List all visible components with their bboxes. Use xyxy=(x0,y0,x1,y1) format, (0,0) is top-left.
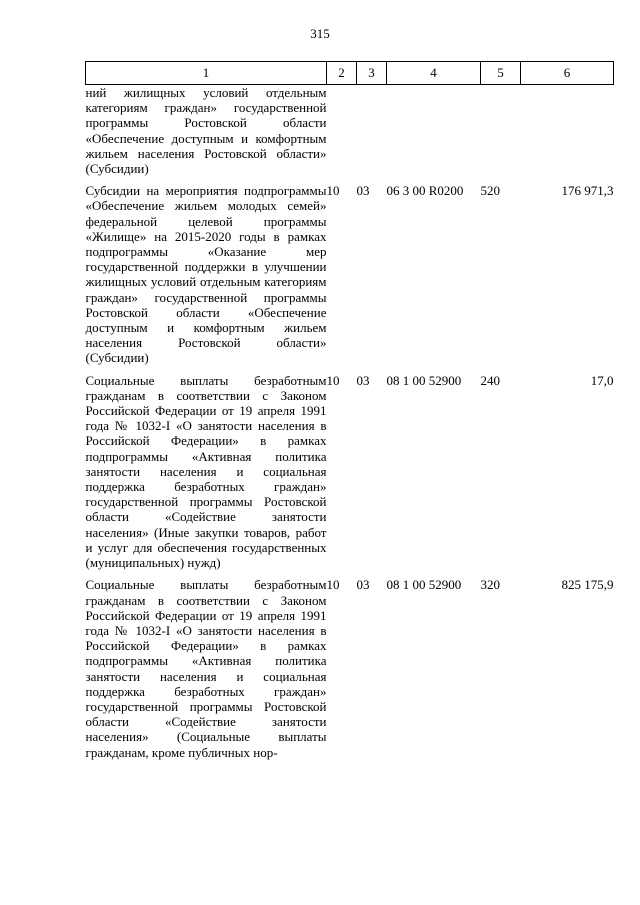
table-row xyxy=(86,85,614,177)
row-section: 10 xyxy=(326,183,340,199)
row-target-item: 06 3 00 R0200 xyxy=(386,183,464,199)
page-number: 315 xyxy=(310,26,330,41)
row-target-item xyxy=(387,85,481,177)
row-section: 10 xyxy=(326,577,340,593)
table-row xyxy=(86,570,614,759)
row-subsection: 03 xyxy=(356,372,370,388)
row-description: ний жилищных условий отдельным категориям граждан» государственной программы Ростовской области «Обеспечение доступным и комфортным жильем населения Ростовской области» (Субсидии) xyxy=(85,85,327,177)
row-description: Социальные выплаты безработным гражданам в соответствии с Законом Российской Федерации от 19 апреля 1991 года № 1032-I «О занятости населения в Российской Федерации» в рамках подпрограммы «Активная политика занятости населения и социальная поддержка безработных граждан» государственной программы Ростовской области «Содействие занятости населения» (Иные закупки товаров, работ и услуг для обеспечения государственных (муниципальных) нужд) xyxy=(85,372,327,571)
row-amount xyxy=(521,85,614,177)
column-header-4: 4 xyxy=(387,62,481,85)
row-amount: 176 971,3 xyxy=(561,183,614,199)
row-amount: 17,0 xyxy=(590,372,614,388)
row-expense-type: 240 xyxy=(480,372,500,388)
column-header-6: 6 xyxy=(521,62,614,85)
table-header-row xyxy=(86,62,614,85)
row-subsection xyxy=(357,85,387,177)
row-target-item: 08 1 00 52900 xyxy=(386,577,462,593)
column-header-1: 1 xyxy=(86,62,327,85)
column-header-3: 3 xyxy=(357,62,387,85)
row-subsection: 03 xyxy=(356,577,370,593)
row-amount: 825 175,9 xyxy=(561,577,614,593)
table-row xyxy=(86,366,614,571)
row-expense-type: 320 xyxy=(480,577,500,593)
row-section xyxy=(327,85,357,177)
row-target-item: 08 1 00 52900 xyxy=(386,372,462,388)
row-expense-type: 520 xyxy=(480,183,500,199)
column-header-2: 2 xyxy=(327,62,357,85)
row-expense-type xyxy=(481,85,521,177)
table-row xyxy=(86,176,614,365)
row-description: Социальные выплаты безработным гражданам в соответствии с Законом Российской Федерации от 19 апреля 1991 года № 1032-I «О занятости населения в Российской Федерации» в рамках подпрограммы «Активная политика занятости населения и социальная поддержка безработных граждан» государственной программы Ростовской области «Содействие занятости населения» (Социальные выплаты гражданам, кроме публичных нор- xyxy=(85,577,327,760)
budget-table xyxy=(85,61,614,760)
row-description: Субсидии на мероприятия подпрограммы «Обеспечение жильем молодых семей» федеральной целевой программы «Жилище» на 2015-2020 годы в рамках подпрограммы «Оказание мер государственной поддержки в улучшении жилищных условий отдельным категориям граждан» государственной программы Ростовской области «Обеспечение доступным и комфортным жильем населения Ростовской области» (Субсидии) xyxy=(85,183,327,366)
column-header-5: 5 xyxy=(481,62,521,85)
row-section: 10 xyxy=(326,372,340,388)
row-subsection: 03 xyxy=(356,183,370,199)
